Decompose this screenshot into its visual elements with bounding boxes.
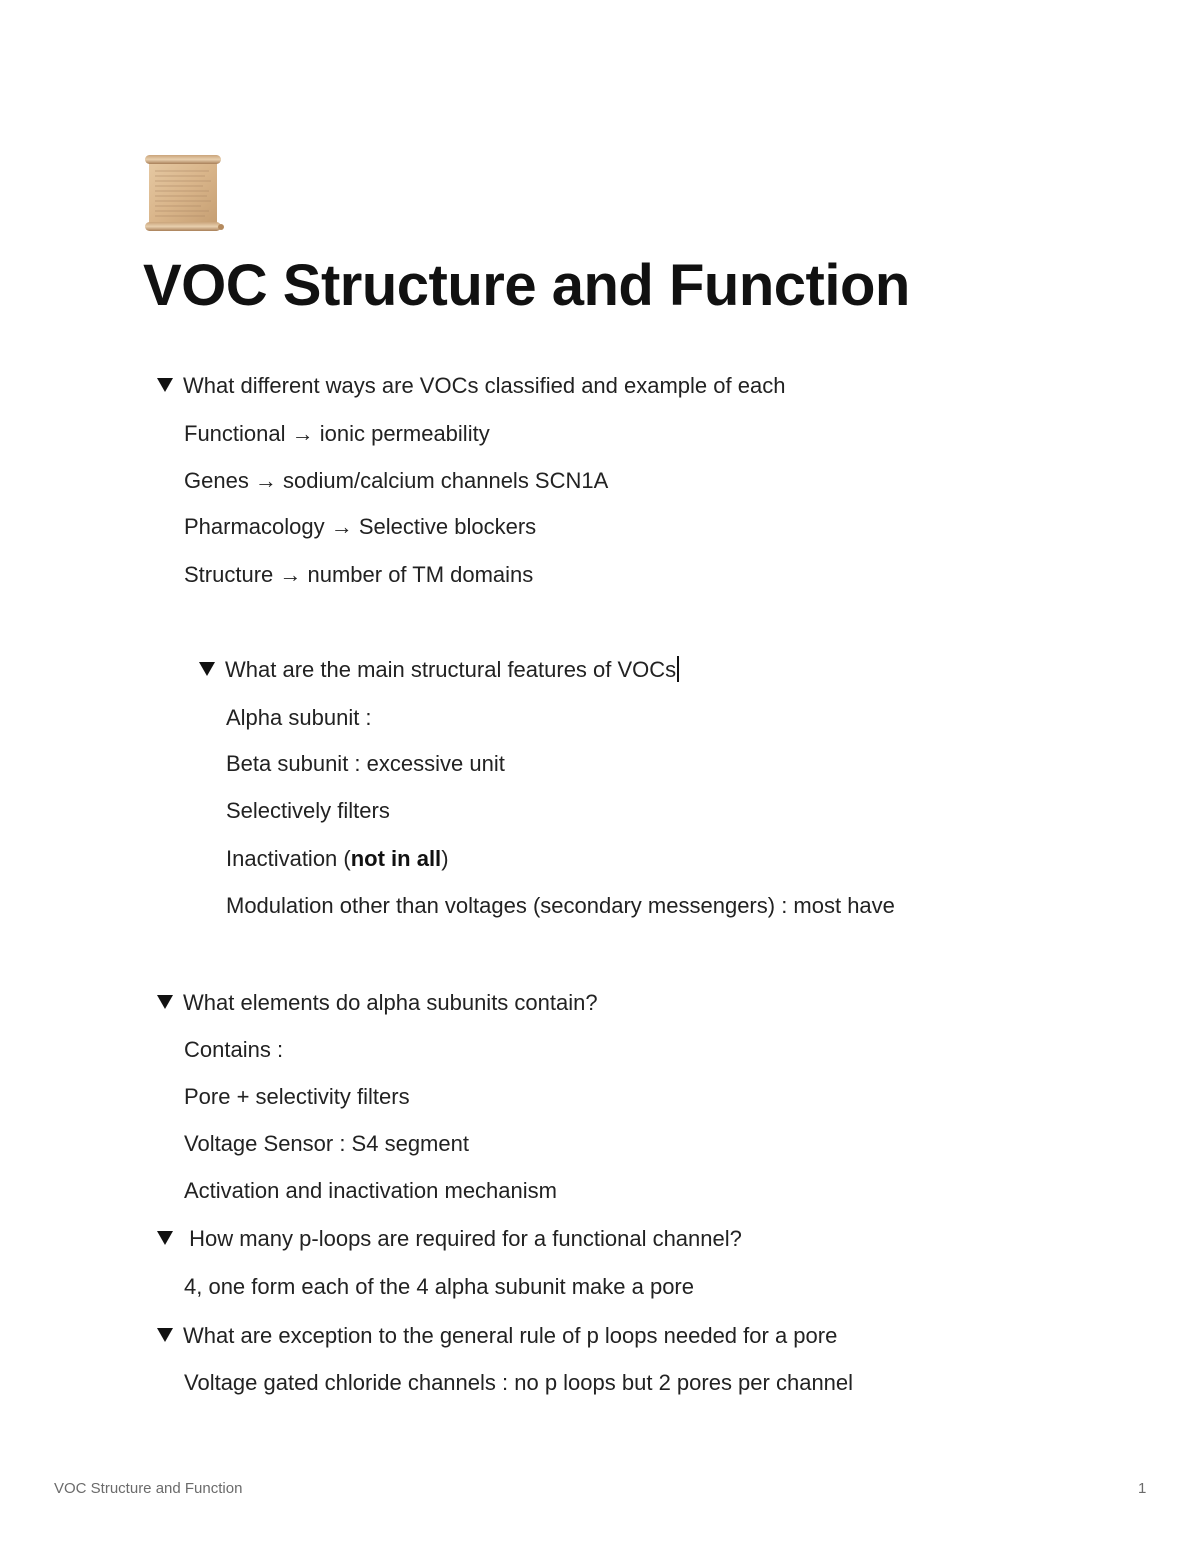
triangle-down-icon[interactable] <box>157 1231 173 1245</box>
triangle-down-icon[interactable] <box>157 1328 173 1342</box>
list-item-text: Inactivation ( <box>226 846 351 871</box>
list-item: Genes → sodium/calcium channels SCN1A <box>184 468 609 493</box>
list-item: Selectively filters <box>226 798 390 823</box>
list-item: Pharmacology → Selective blockers <box>184 514 537 539</box>
page-title: VOC Structure and Function <box>143 253 910 318</box>
list-item: 4, one form each of the 4 alpha subunit make a pore <box>184 1274 694 1299</box>
list-item <box>226 844 449 874</box>
text-cursor <box>677 656 679 682</box>
list-item: Functional → ionic permeability <box>184 421 490 446</box>
toggle-label: What different ways are VOCs classified and example of each <box>183 373 786 398</box>
toggle-label: What are the main structural features of VOCs <box>225 657 677 682</box>
toggle-structural-features[interactable] <box>199 655 679 685</box>
footer-doc-title: VOC Structure and Function <box>54 1480 243 1497</box>
list-item: Pore + selectivity filters <box>184 1084 410 1109</box>
toggle-classification[interactable] <box>157 371 785 401</box>
toggle-label: What are exception to the general rule of p loops needed for a pore <box>183 1323 838 1348</box>
triangle-down-icon[interactable] <box>157 995 173 1009</box>
list-item: Activation and inactivation mechanism <box>184 1178 557 1203</box>
list-item: Alpha subunit : <box>226 705 372 730</box>
list-item: Beta subunit : excessive unit <box>226 751 505 776</box>
footer-page-number: 1 <box>1138 1480 1147 1497</box>
toggle-exceptions[interactable] <box>157 1321 837 1351</box>
scroll-icon <box>143 153 225 235</box>
bold-text: not in all <box>350 846 442 871</box>
toggle-p-loops[interactable] <box>157 1224 742 1254</box>
list-item: Structure → number of TM domains <box>184 562 534 587</box>
list-item-text-tail: ) <box>441 846 449 871</box>
triangle-down-icon[interactable] <box>199 662 215 676</box>
toggle-label: What elements do alpha subunits contain? <box>183 990 598 1015</box>
list-item: Contains : <box>184 1037 284 1062</box>
toggle-alpha-elements[interactable] <box>157 988 598 1018</box>
list-item: Voltage gated chloride channels : no p loops but 2 pores per channel <box>184 1370 854 1395</box>
list-item: Modulation other than voltages (secondary messengers) : most have <box>226 893 895 918</box>
triangle-down-icon[interactable] <box>157 378 173 392</box>
toggle-label: How many p-loops are required for a functional channel? <box>183 1226 742 1251</box>
list-item: Voltage Sensor : S4 segment <box>184 1131 469 1156</box>
